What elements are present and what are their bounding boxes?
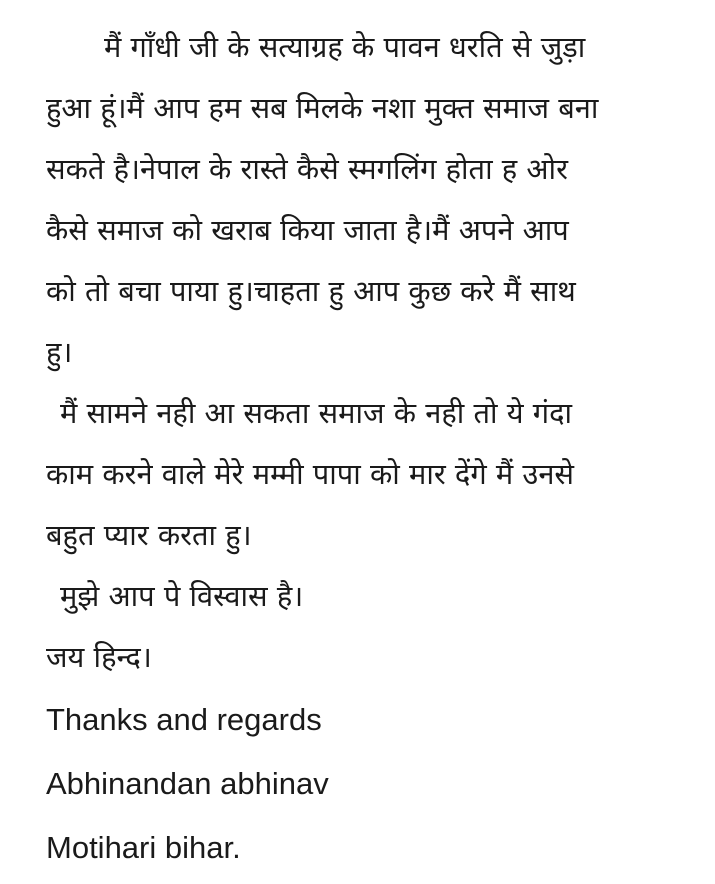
letter-line-2: हुआ हूं।मैं आप हम सब मिलके नशा मुक्त समाज बना [46, 91, 599, 125]
letter-line-9: बहुत प्यार करता हु। [46, 518, 252, 552]
letter-line-8: काम करने वाले मेरे मम्मी पापा को मार देंगे मैं उनसे [46, 457, 575, 491]
letter-body [46, 17, 686, 880]
letter-line-6: हु। [46, 335, 73, 369]
closing-salutation: जय हिन्द। [46, 640, 152, 674]
signer-name: Abhinandan abhinav [46, 766, 329, 801]
letter-line-3: सकते है।नेपाल के रास्ते कैसे स्मगलिंग होता ह ओर [46, 152, 568, 186]
letter-line-4: कैसे समाज को खराब किया जाता है।मैं अपने आप [46, 213, 569, 247]
letter-line-10: मुझे आप पे विस्वास है। [60, 579, 304, 613]
signoff-text: Thanks and regards [46, 702, 322, 737]
letter-line-1: मैं गाँधी जी के सत्याग्रह के पावन धरति से जुड़ा [104, 30, 586, 64]
letter-line-7: मैं सामने नही आ सकता समाज के नही तो ये गंदा [60, 396, 572, 430]
signer-location: Motihari bihar. [46, 830, 241, 865]
letter-line-5: को तो बचा पाया हु।चाहता हु आप कुछ करे मैं साथ [46, 274, 576, 308]
